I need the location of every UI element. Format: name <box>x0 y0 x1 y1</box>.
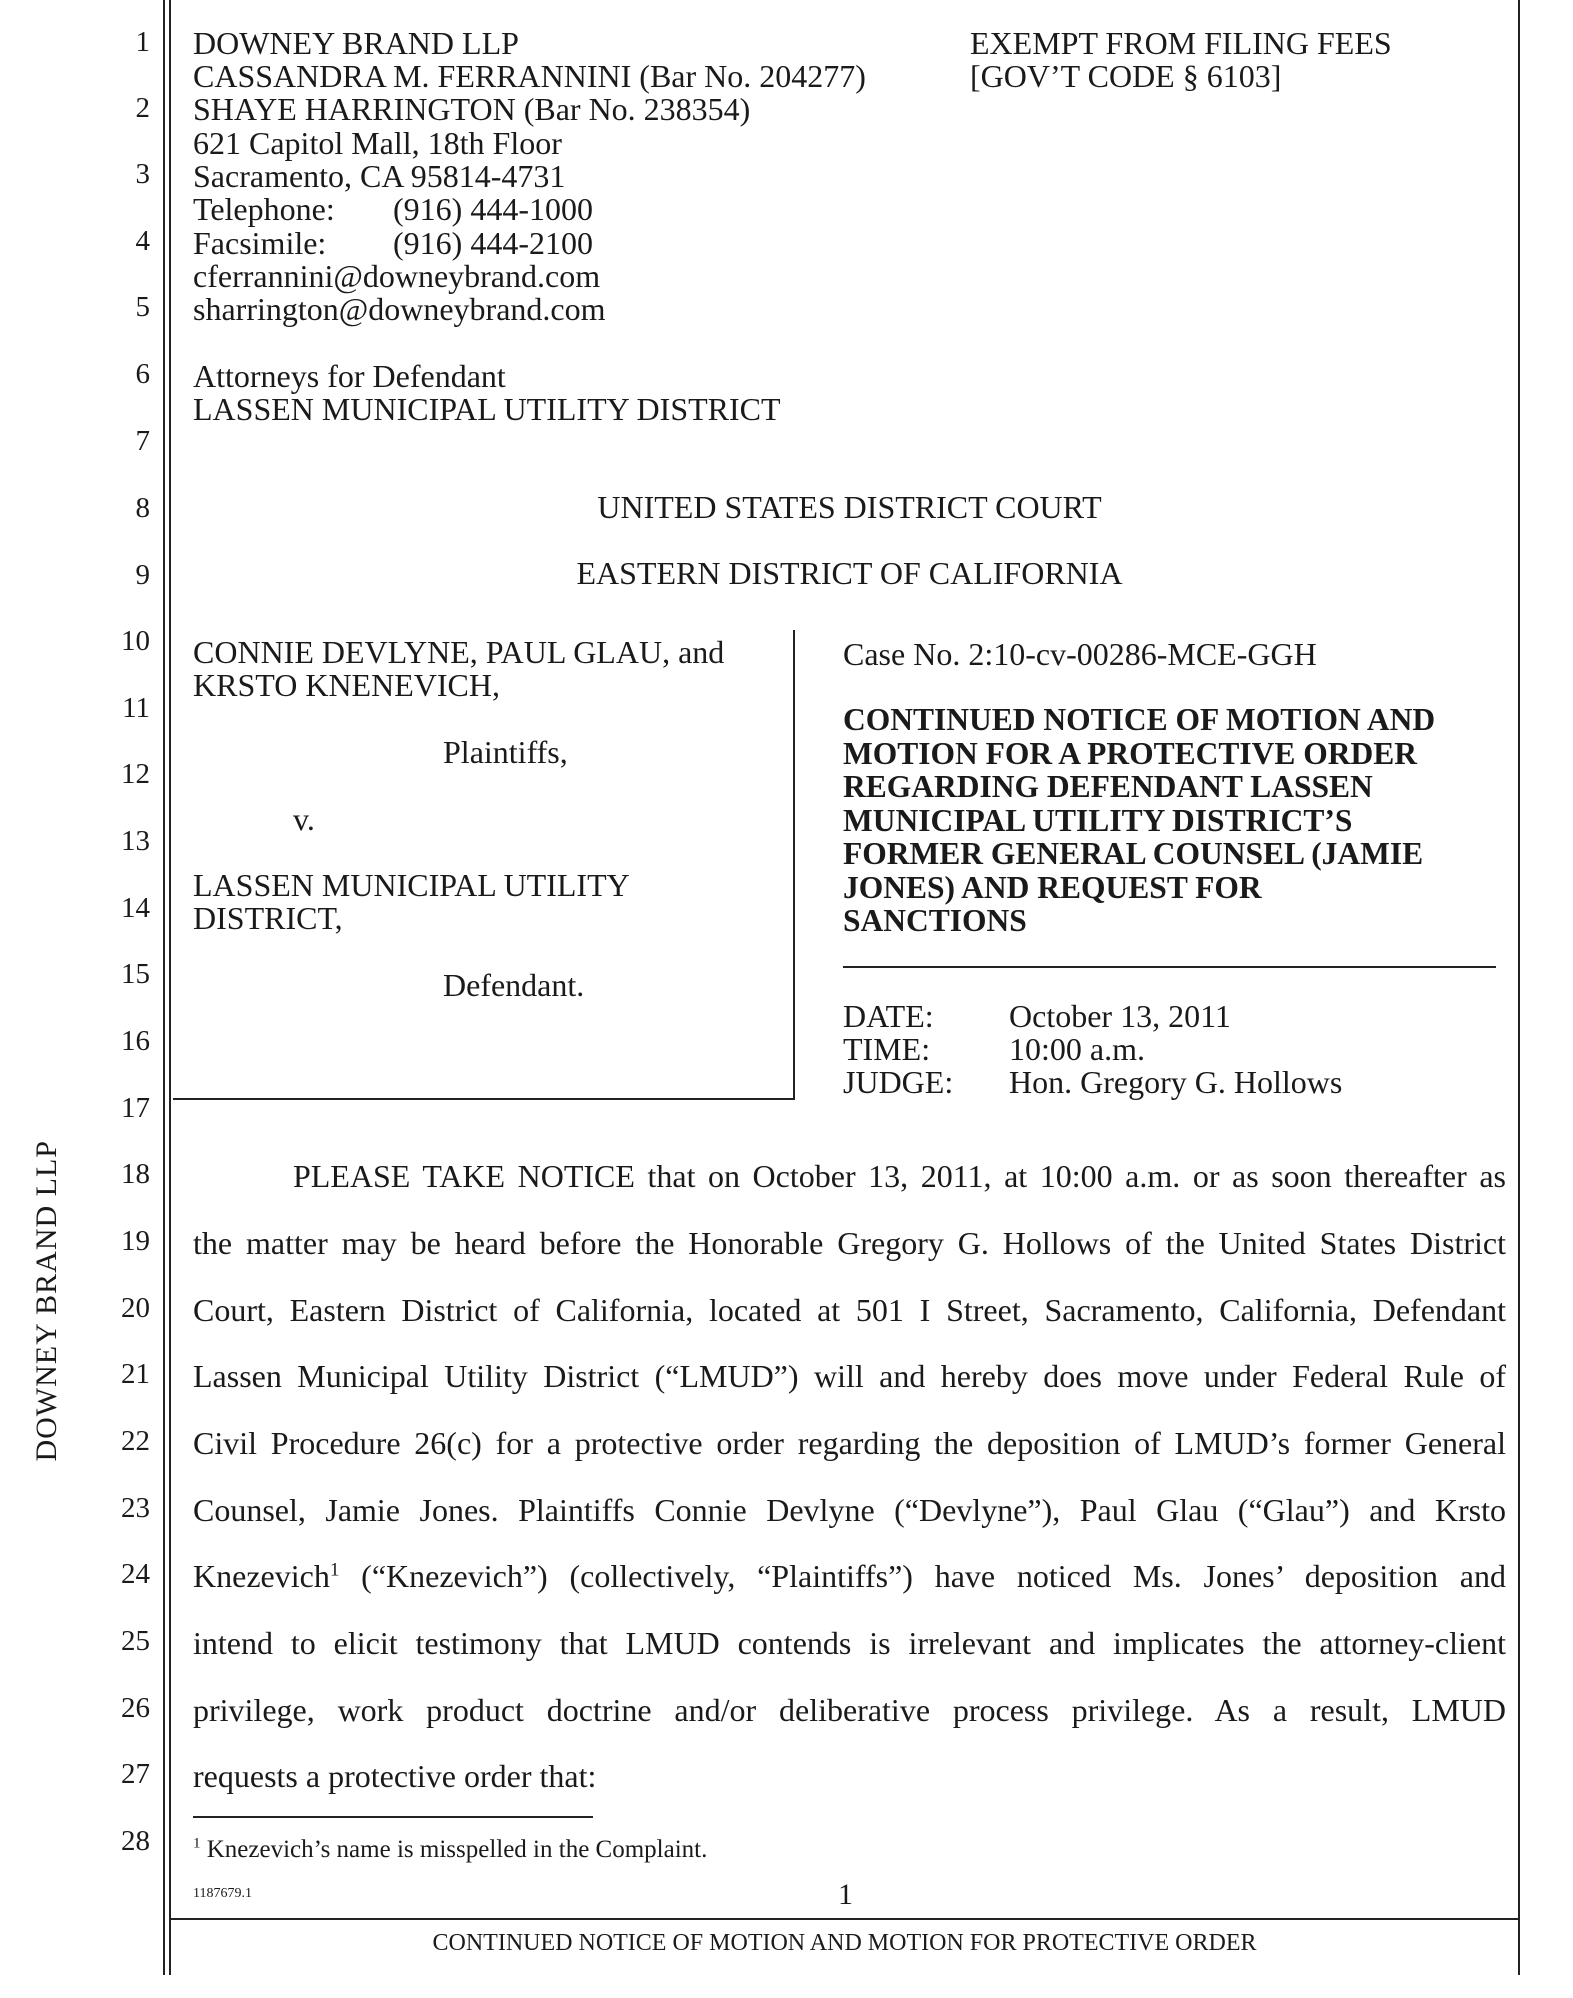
caption-divider-bottom <box>173 1098 795 1100</box>
line-number: 26 <box>121 1692 150 1724</box>
body-line: Lassen Municipal Utility District (“LMUD”) will and hereby does move under Federal Rule of <box>193 1358 1506 1394</box>
exempt-line-1: EXEMPT FROM FILING FEES <box>970 25 1392 61</box>
motion-title-line: SANCTIONS <box>843 903 1027 938</box>
case-number: Case No. 2:10-cv-00286-MCE-GGH <box>843 636 1317 672</box>
time-label: TIME: <box>843 1031 931 1067</box>
footnote-marker: 1 <box>193 1835 201 1852</box>
line-number: 4 <box>135 225 150 257</box>
line-number: 17 <box>121 1092 150 1124</box>
body-line: intend to elicit testimony that LMUD contends is irrelevant and implicates the attorney-client <box>193 1625 1506 1661</box>
plaintiffs-names-1: CONNIE DEVLYNE, PAUL GLAU, and <box>193 634 725 670</box>
attorney-name-2: SHAYE HARRINGTON (Bar No. 238354) <box>193 91 751 127</box>
hearing-divider <box>843 966 1496 968</box>
document-id: 1187679.1 <box>193 1886 252 1901</box>
motion-title-line: MOTION FOR A PROTECTIVE ORDER <box>843 735 1418 771</box>
body-line: Counsel, Jamie Jones. Plaintiffs Connie Devlyne (“Devlyne”), Paul Glau (“Glau”) and Krsto <box>193 1492 1506 1528</box>
line-number: 15 <box>121 958 150 990</box>
line-number: 27 <box>121 1758 150 1790</box>
line-number: 11 <box>122 692 150 724</box>
versus: v. <box>293 801 315 837</box>
attorneys-for: Attorneys for Defendant <box>193 358 506 394</box>
footer-rule <box>171 1918 1518 1920</box>
defendant-name-1: LASSEN MUNICIPAL UTILITY <box>193 867 630 903</box>
line-number: 5 <box>135 291 150 323</box>
judge-label: JUDGE: <box>843 1064 954 1100</box>
line-number: 20 <box>121 1292 150 1324</box>
line-number: 3 <box>135 158 150 190</box>
motion-title-line: JONES) AND REQUEST FOR <box>843 869 1262 905</box>
side-firm-label-text: DOWNEY BRAND LLP <box>30 1140 63 1462</box>
caption-divider-vertical <box>793 630 795 1100</box>
line-number: 9 <box>135 559 150 591</box>
email-1: cferrannini@downeybrand.com <box>193 258 601 294</box>
footnote-separator <box>193 1816 593 1818</box>
plaintiffs-role: Plaintiffs, <box>443 734 568 770</box>
date-label: DATE: <box>843 998 934 1034</box>
page-number: 1 <box>838 1878 853 1911</box>
line-number: 7 <box>135 425 150 457</box>
address-line-2: Sacramento, CA 95814-4731 <box>193 158 566 194</box>
footnote <box>193 1836 707 1864</box>
line-number: 25 <box>121 1625 150 1657</box>
attorney-name-1: CASSANDRA M. FERRANNINI (Bar No. 204277) <box>193 58 866 94</box>
email-2: sharrington@downeybrand.com <box>193 291 606 327</box>
defendant-role: Defendant. <box>443 967 585 1003</box>
line-number: 18 <box>121 1158 150 1190</box>
body-line: Court, Eastern District of California, located at 501 I Street, Sacramento, California, Defendant <box>193 1292 1506 1328</box>
body-text: (“Knezevich”) (collectively, “Plaintiffs”) have noticed Ms. Jones’ deposition and <box>339 1558 1506 1594</box>
line-number: 6 <box>135 358 150 390</box>
court-district: EASTERN DISTRICT OF CALIFORNIA <box>576 555 1123 591</box>
line-number: 14 <box>121 892 150 924</box>
line-number: 10 <box>121 625 150 657</box>
line-number: 21 <box>121 1358 150 1390</box>
body-line: privilege, work product doctrine and/or deliberative process privilege. As a result, LMUD <box>193 1692 1506 1728</box>
line-number: 13 <box>121 825 150 857</box>
line-number: 23 <box>121 1492 150 1524</box>
motion-title-line: CONTINUED NOTICE OF MOTION AND <box>843 702 1436 737</box>
line-number: 22 <box>121 1425 150 1457</box>
right-margin-rule <box>1518 0 1520 1975</box>
time-value: 10:00 a.m. <box>1009 1031 1145 1067</box>
line-number: 12 <box>121 758 150 790</box>
left-margin-rule-outer <box>163 0 165 1975</box>
footnote-text: Knezevich’s name is misspelled in the Complaint. <box>200 1836 708 1863</box>
line-number: 19 <box>121 1225 150 1257</box>
line-number: 1 <box>135 26 150 58</box>
line-number: 28 <box>121 1825 150 1857</box>
line-number: 8 <box>135 492 150 524</box>
defendant-name-2: DISTRICT, <box>193 900 343 936</box>
client-name: LASSEN MUNICIPAL UTILITY DISTRICT <box>193 391 781 427</box>
motion-title <box>843 703 1435 938</box>
facsimile-label: Facsimile: <box>193 225 327 261</box>
court-name: UNITED STATES DISTRICT COURT <box>597 489 1102 525</box>
telephone-label: Telephone: <box>193 191 335 227</box>
line-number: 2 <box>135 92 150 124</box>
judge-value: Hon. Gregory G. Hollows <box>1009 1064 1343 1100</box>
body-line: the matter may be heard before the Honorable Gregory G. Hollows of the United States District <box>193 1225 1506 1261</box>
body-line <box>193 1560 1506 1592</box>
exempt-line-2: [GOV’T CODE § 6103] <box>970 58 1282 94</box>
footer-title: CONTINUED NOTICE OF MOTION AND MOTION FOR PROTECTIVE ORDER <box>432 1930 1257 1956</box>
motion-title-line: REGARDING DEFENDANT LASSEN <box>843 769 1373 804</box>
left-margin-rule-inner <box>169 0 171 1975</box>
motion-title-line: MUNICIPAL UTILITY DISTRICT’S <box>843 802 1353 838</box>
facsimile-number: (916) 444-2100 <box>393 225 593 261</box>
address-line-1: 621 Capitol Mall, 18th Floor <box>193 125 562 161</box>
firm-name: DOWNEY BRAND LLP <box>193 25 519 61</box>
body-line: Civil Procedure 26(c) for a protective order regarding the deposition of LMUD’s former General <box>193 1425 1506 1461</box>
body-line: requests a protective order that: <box>193 1758 597 1794</box>
plaintiffs-names-2: KRSTO KNENEVICH, <box>193 667 500 703</box>
footnote-reference: 1 <box>329 1559 340 1581</box>
body-line: PLEASE TAKE NOTICE that on October 13, 2011, at 10:00 a.m. or as soon thereafter as <box>293 1158 1506 1194</box>
date-value: October 13, 2011 <box>1009 998 1231 1034</box>
line-number: 16 <box>121 1025 150 1057</box>
motion-title-line: FORMER GENERAL COUNSEL (JAMIE <box>843 836 1424 871</box>
telephone-number: (916) 444-1000 <box>393 191 593 227</box>
line-number: 24 <box>121 1558 150 1590</box>
body-text: Knezevich <box>193 1558 330 1594</box>
